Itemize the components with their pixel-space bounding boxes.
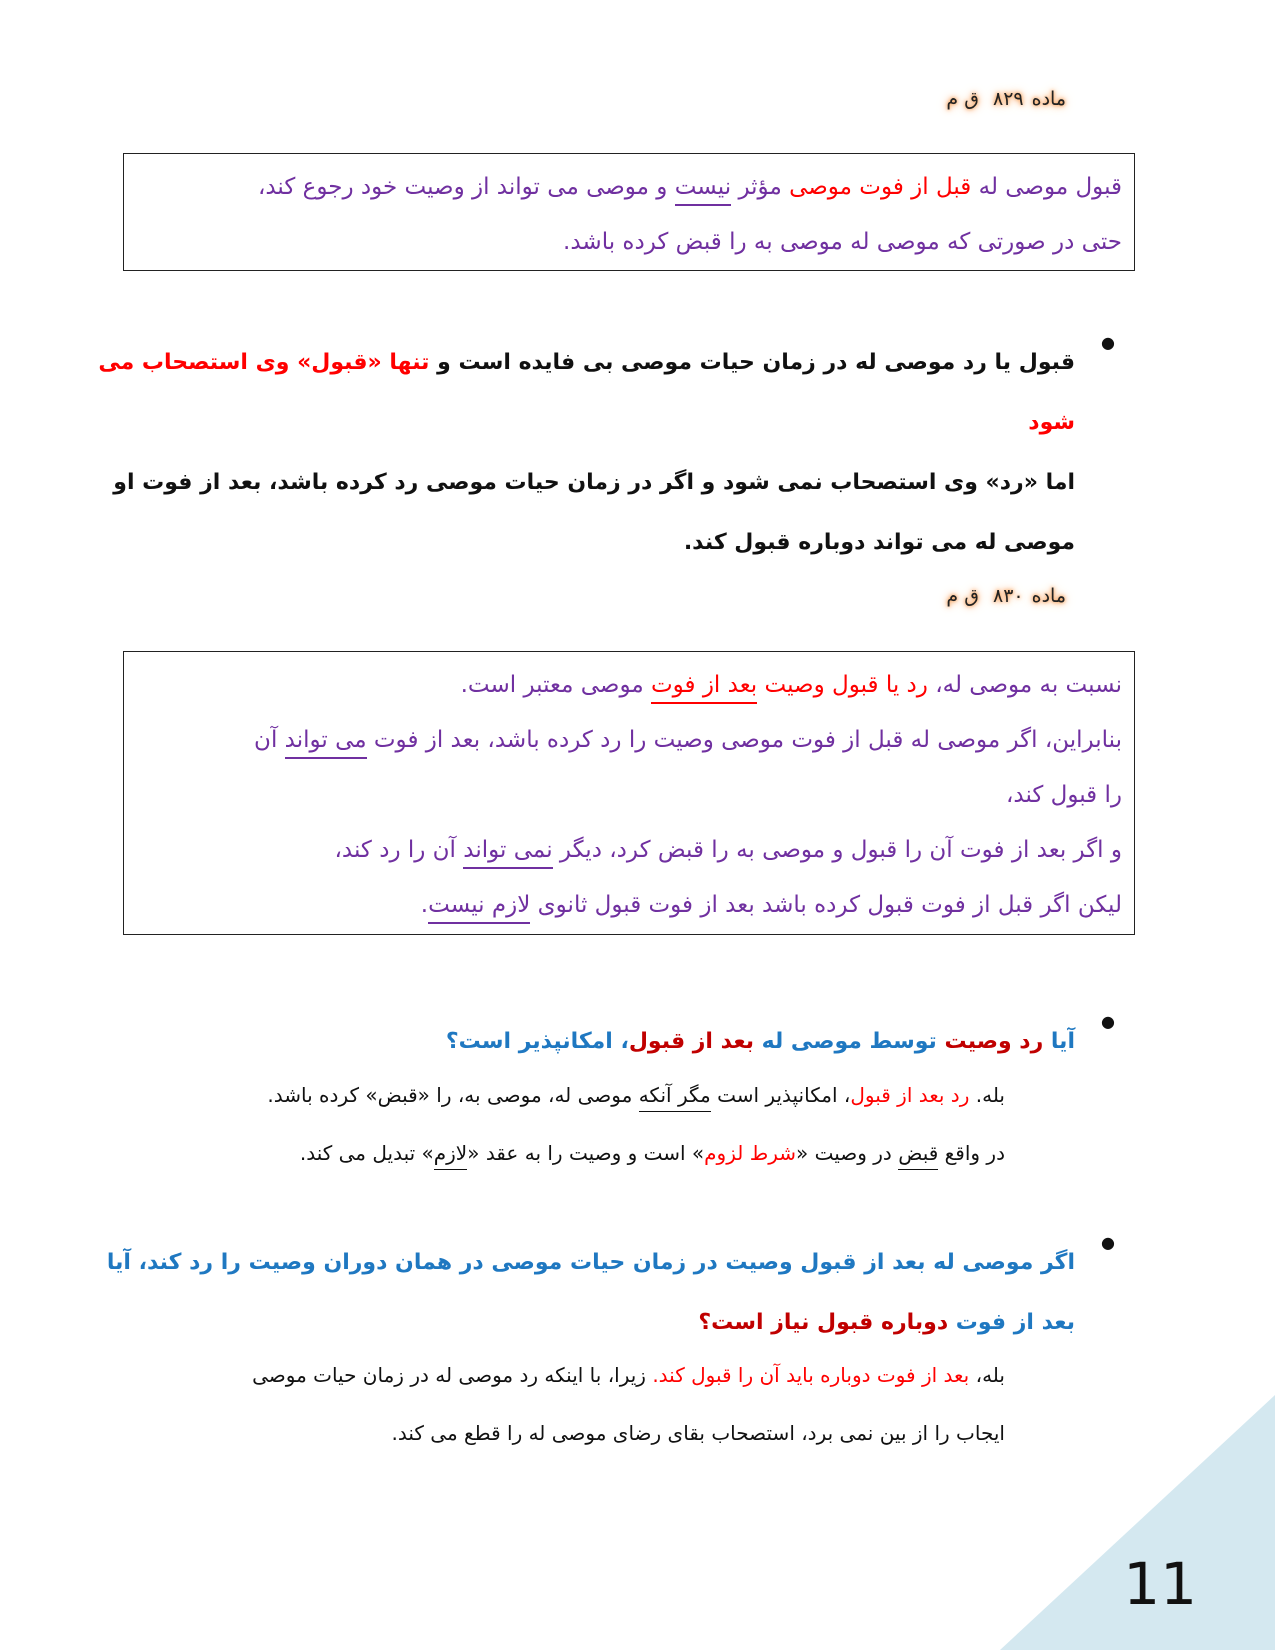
highlight-reject-accept: رد یا قبول وصیت (757, 672, 928, 698)
text: قبول یا رد موصی له در زمان حیات موصی بی فایده است و (429, 350, 1075, 375)
text: مؤثر (731, 174, 790, 200)
article-number: ۸۲۹ (992, 88, 1024, 110)
article-829-label (942, 88, 1070, 110)
highlight-reject-will: رد وصیت (944, 1029, 1044, 1054)
highlight-binding-condition: شرط لزوم (704, 1141, 796, 1165)
answer-1 (155, 1066, 1005, 1182)
article-830-box (123, 651, 1135, 935)
highlight-reaccept-needed: دوباره قبول نیاز است؟ (698, 1310, 949, 1335)
text: در وصیت « (796, 1141, 899, 1165)
text: لیکن اگر قبل از فوت قبول کرده باشد بعد از فوت قبول ثانوی (530, 892, 1122, 918)
highlight-only-acceptance: تنها «قبول» وی استصحاب می شود (98, 350, 1075, 435)
text: » تبدیل می کند. (299, 1141, 434, 1165)
text: زیرا، با اینکه رد موصی له در زمان حیات موصی (252, 1363, 653, 1387)
text: و اگر بعد از فوت آن را قبول و موصی به را قبض کرد، دیگر (552, 837, 1122, 863)
question-2-line-1: ● اگر موصی له بعد از قبول وصیت در زمان حیات موصی در همان دوران وصیت را رد کند، آیا (106, 1250, 1075, 1275)
text: توسط موصی له (754, 1029, 945, 1054)
text: بنابراین، اگر موصی له قبل از فوت موصی وصیت را رد کرده باشد، بعد از فوت (366, 727, 1122, 753)
text: در واقع (938, 1141, 1005, 1165)
page-number: 11 (1123, 1550, 1197, 1618)
question-1 (75, 1012, 1075, 1072)
highlight-reject-after-accept: رد بعد از قبول (850, 1083, 970, 1107)
answer-2-line-2: ایجاب را از بین نمی برد، استصحاب بقای رضای موصی له را قطع می کند. (391, 1421, 1005, 1445)
text: بله، (969, 1363, 1005, 1387)
text: ، امکانپذیر است؟ (445, 1029, 629, 1054)
text: . (420, 892, 429, 918)
underlined-unless: مگر آنکه (639, 1083, 711, 1112)
answer-1-line-2 (155, 1124, 1005, 1182)
article-830-line-5 (138, 878, 1122, 933)
article-830-label (942, 585, 1070, 607)
bullet-acceptance-rejection (75, 333, 1075, 573)
answer-2 (155, 1346, 1005, 1462)
question-2-line-2 (75, 1293, 1075, 1353)
article-number: ۸۳۰ (992, 585, 1024, 607)
bullet-1-line-1 (75, 333, 1075, 453)
law-code: ق م (946, 585, 979, 607)
text: و موصی می تواند از وصیت خود رجوع کند، (257, 174, 675, 200)
answer-1-line-1 (155, 1066, 1005, 1124)
article-829-line-1 (138, 160, 1122, 215)
text: آیا (1043, 1029, 1075, 1054)
question-2 (75, 1233, 1075, 1353)
article-830-line-3: را قبول کند، (1005, 782, 1122, 808)
text: بعد از فوت (948, 1310, 1075, 1335)
text: ، امکانپذیر است (710, 1083, 851, 1107)
highlight-after-acceptance: بعد از قبول (628, 1029, 755, 1054)
text: موصی معتبر است. (460, 672, 651, 698)
bullet-1-line-3: موصی له می تواند دوباره قبول کند. (683, 530, 1075, 555)
text: آن را رد کند، (334, 837, 464, 863)
underlined-possession: قبض (898, 1141, 938, 1170)
text: آن (254, 727, 285, 753)
text: قبول موصی له (971, 174, 1122, 200)
text: بله. (969, 1083, 1005, 1107)
underlined-binding: لازم (434, 1141, 467, 1170)
article-word: ماده (1031, 585, 1066, 607)
text: نسبت به موصی له، (927, 672, 1122, 698)
text: موصی له، موصی به، را «قبض» کرده باشد. (267, 1083, 639, 1107)
underlined-cannot: نمی تواند (463, 837, 552, 869)
bullet-1-line-2: اما «رد» وی استصحاب نمی شود و اگر در زمان حیات موصی رد کرده باشد، بعد از فوت او (113, 470, 1075, 495)
underlined-not-required: لازم نیست (428, 892, 530, 924)
article-word: ماده (1031, 88, 1066, 110)
article-829-line-2: حتی در صورتی که موصی له موصی به را قبض کرده باشد. (563, 229, 1122, 255)
article-829-box (123, 153, 1135, 271)
underlined-can: می تواند (285, 727, 367, 759)
answer-2-line-1 (155, 1346, 1005, 1404)
underlined-after-death: بعد از فوت (651, 672, 757, 704)
article-830-line-4 (138, 823, 1122, 878)
question-1-text (75, 1012, 1075, 1072)
highlight-before-death: قبل از فوت موصی (789, 174, 972, 200)
law-code: ق م (946, 88, 979, 110)
article-830-line-2 (138, 713, 1122, 768)
text: » است و وصیت را به عقد « (467, 1141, 705, 1165)
highlight-must-reaccept: بعد از فوت دوباره باید آن را قبول کند. (652, 1363, 970, 1387)
underlined-not: نیست (675, 174, 731, 206)
article-830-line-1 (138, 658, 1122, 713)
